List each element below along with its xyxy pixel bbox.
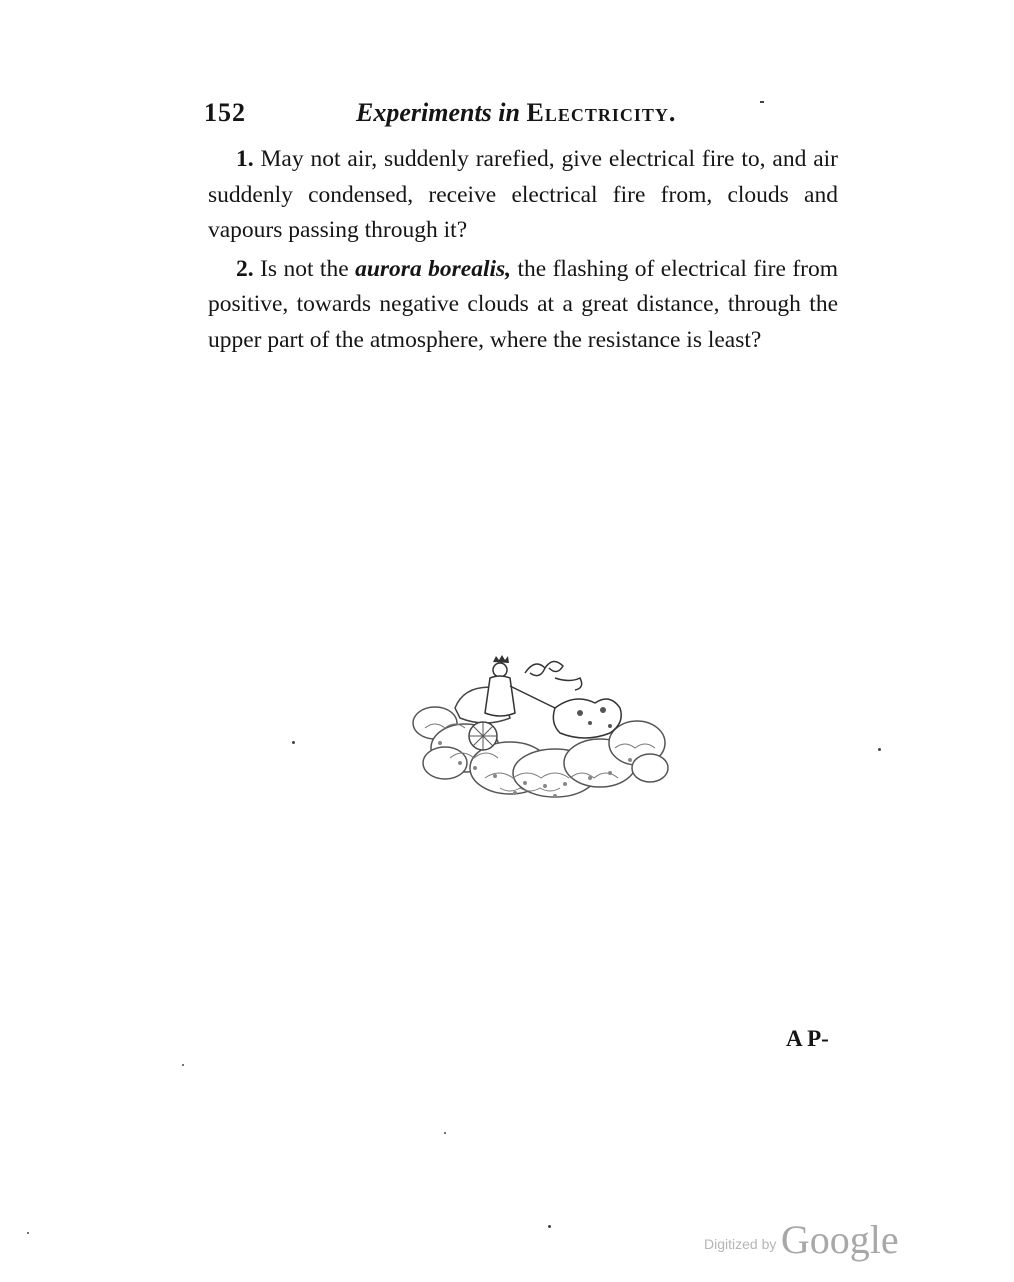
ornament-drawing [405, 648, 675, 838]
horses [553, 699, 621, 738]
scan-speck [27, 1232, 29, 1234]
ribbon [525, 661, 582, 690]
paragraph-number: 2. [236, 255, 254, 282]
paragraph-1 [208, 142, 838, 249]
chariot-on-clouds-ornament-icon [405, 648, 675, 838]
wheel-spokes [469, 722, 497, 750]
page-number: 152 [204, 98, 246, 127]
running-title-italic: Experiments in [356, 98, 520, 127]
paragraph-italic-term: aurora borealis, [355, 255, 512, 282]
figure-reins [510, 686, 555, 708]
figure-head [493, 663, 507, 677]
paragraph-text-before: Is not the [260, 255, 349, 282]
running-title [356, 98, 676, 128]
paragraph-text: May not air, suddenly rarefied, give electrical fire to, and air suddenly condensed, receive electrical fire from, clouds and vapours passing through it? [208, 146, 839, 243]
scan-speck [878, 748, 881, 751]
paragraph-2 [208, 252, 838, 359]
scan-speck [182, 1064, 184, 1066]
figure-crown [493, 655, 509, 663]
body-text [208, 142, 838, 361]
scan-speck [444, 1132, 446, 1134]
figure-robe [485, 676, 515, 716]
scan-speck [548, 1225, 551, 1228]
scan-speck [760, 101, 764, 103]
page-header [204, 98, 764, 138]
digitized-watermark [704, 1216, 899, 1263]
watermark-brand: Google [780, 1217, 899, 1262]
paragraph-number: 1. [236, 146, 254, 172]
paragraph-text-after: the flashing of electrical fire from positive, towards negative clouds at a great distance, through the upper part of the atmosphere, where the resistance is least? [208, 255, 839, 353]
watermark-prefix: Digitized by [704, 1236, 777, 1252]
catchword: A P- [786, 1026, 829, 1051]
cloud-group [413, 707, 668, 797]
running-title-smallcaps: Electricity. [526, 98, 677, 127]
scan-speck [292, 741, 295, 744]
